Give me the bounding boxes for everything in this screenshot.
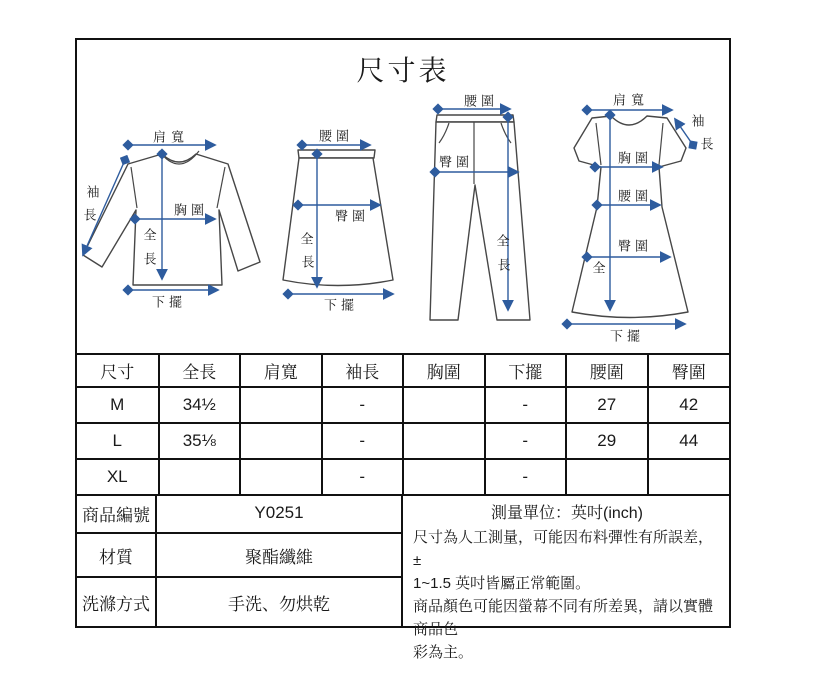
material-value: 聚酯纖維 (157, 534, 403, 578)
cell-m-sleeve: - (322, 387, 404, 423)
size-row-l (77, 423, 729, 459)
note-line-2: 1~1.5 英吋皆屬正常範圍。 (413, 575, 591, 592)
cell-m-hip: 42 (648, 387, 730, 423)
skirt-waistband (298, 150, 375, 158)
cell-l-waist: 29 (566, 423, 648, 459)
pants-hip-label: 臀圍 (438, 154, 474, 170)
cell-l-size: L (77, 423, 159, 459)
measurement-unit-line: 測量單位：英吋(inch) (490, 505, 643, 522)
top-chest-label: 胸圍 (173, 202, 209, 218)
note-line-4: 彩為主。 (413, 644, 474, 661)
size-chart-frame (75, 38, 731, 661)
product-info-section (77, 494, 729, 661)
dress-hem-label: 下擺 (609, 328, 645, 344)
cell-xl-size: XL (77, 459, 159, 495)
cell-m-hem: - (485, 387, 567, 423)
top-length-label-1: 全 (143, 227, 157, 243)
size-table (77, 353, 729, 496)
top-shoulder-label: 肩寬 (152, 129, 190, 145)
skirt-hem-label: 下擺 (323, 297, 359, 313)
cell-m-waist: 27 (566, 387, 648, 423)
dress-chest-label: 胸圍 (617, 150, 653, 166)
top-sleeve-label-1: 袖 (86, 184, 100, 200)
skirt-length-label-1: 全 (300, 231, 314, 247)
note-line-1: 尺寸為人工測量，可能因布料彈性有所誤差，± (413, 529, 714, 569)
col-header-waist: 腰圍 (566, 354, 648, 387)
dress-sleeve-label-2: 長 (700, 136, 714, 152)
dress-outline (572, 116, 688, 318)
material-label: 材質 (77, 534, 157, 578)
cell-xl-chest (403, 459, 485, 495)
pants-waistband (436, 115, 514, 122)
dress-waist-label: 腰圍 (617, 188, 653, 204)
pants-length-label-1: 全 (496, 233, 510, 249)
dress-shoulder-label: 肩寬 (612, 92, 650, 108)
dress-hip-label: 臀圍 (617, 238, 653, 254)
col-header-sleeve: 袖長 (322, 354, 404, 387)
cell-l-chest (403, 423, 485, 459)
skirt-diagram (283, 129, 393, 313)
dress-diagram (567, 93, 714, 344)
cell-l-hem: - (485, 423, 567, 459)
cell-l-hip: 44 (648, 423, 730, 459)
pants-waist-label: 腰圍 (463, 93, 499, 109)
product-no-value: Y0251 (157, 494, 403, 534)
cell-m-shoulder (240, 387, 322, 423)
product-no-label: 商品編號 (77, 494, 157, 534)
col-header-hem: 下擺 (485, 354, 567, 387)
cell-m-total-length: 34½ (159, 387, 241, 423)
col-header-chest: 胸圍 (403, 354, 485, 387)
long-sleeve-top-diagram (83, 130, 260, 310)
cell-xl-hip (648, 459, 730, 495)
size-row-xl (77, 459, 729, 495)
pants-diagram (430, 94, 530, 321)
measurement-diagrams (75, 90, 731, 353)
cell-l-shoulder (240, 423, 322, 459)
size-row-m (77, 387, 729, 423)
pants-length-label-2: 長 (497, 257, 511, 273)
note-line-3: 商品顏色可能因螢幕不同有所差異，請以實體商品色 (413, 598, 714, 638)
size-table-header-row (77, 354, 729, 387)
measurement-notes (403, 494, 729, 661)
col-header-shoulder: 肩寬 (240, 354, 322, 387)
cell-l-total-length: 35⅛ (159, 423, 241, 459)
washing-value: 手洗、勿烘乾 (157, 578, 403, 626)
pants-outline (430, 122, 530, 320)
col-header-total-length: 全長 (159, 354, 241, 387)
cell-xl-total-length (159, 459, 241, 495)
cell-m-chest (403, 387, 485, 423)
skirt-waist-label: 腰圍 (318, 128, 354, 144)
cell-l-sleeve: - (322, 423, 404, 459)
dress-sleeve-label-1: 袖 (691, 113, 705, 129)
top-length-label-2: 長 (143, 251, 157, 267)
cell-xl-sleeve: - (322, 459, 404, 495)
col-header-size: 尺寸 (77, 354, 159, 387)
top-sleeve-label-2: 長 (83, 207, 97, 223)
skirt-length-label-2: 長 (301, 254, 315, 270)
dress-length-label-1: 全 (592, 260, 606, 276)
cell-xl-waist (566, 459, 648, 495)
skirt-hip-label: 臀圍 (334, 208, 370, 224)
top-hem-label: 下擺 (151, 294, 187, 310)
page-title: 尺寸表 (356, 55, 450, 86)
col-header-hip: 臀圍 (648, 354, 730, 387)
cell-m-size: M (77, 387, 159, 423)
washing-label: 洗滌方式 (77, 578, 157, 626)
cell-xl-hem: - (485, 459, 567, 495)
cell-xl-shoulder (240, 459, 322, 495)
